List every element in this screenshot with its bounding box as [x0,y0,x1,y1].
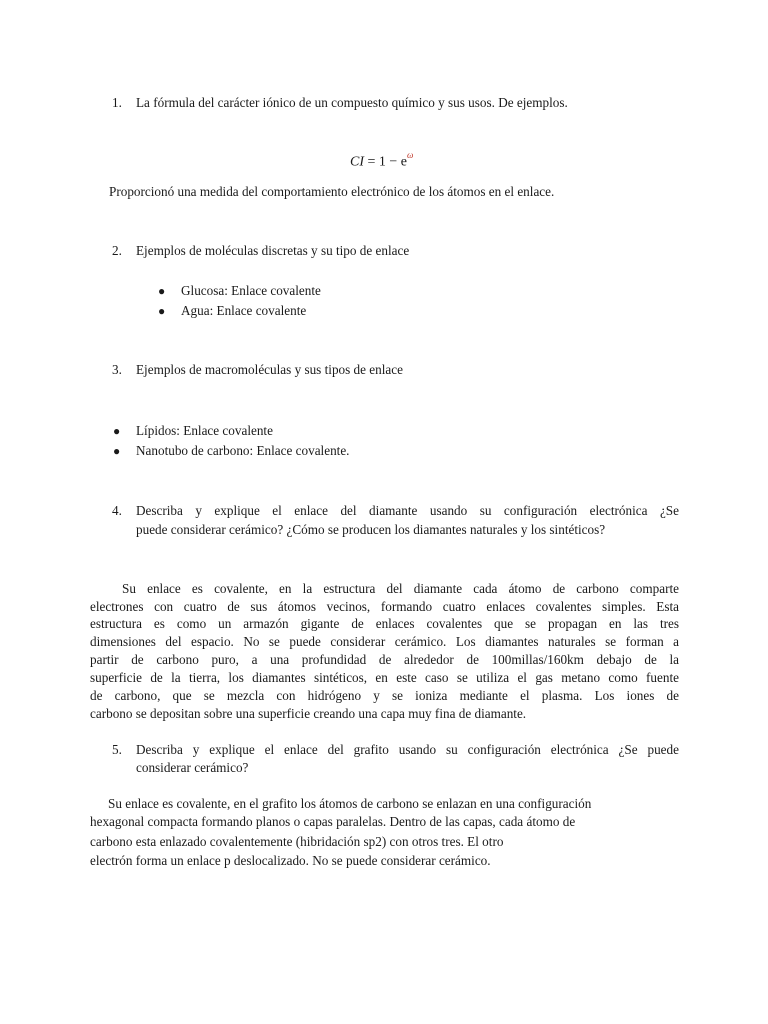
answer-line: Su enlace es covalente, en la estructura del diamante cada átomo de carbono comparte [122,581,679,596]
question-number: 3. [112,362,122,377]
answer-1: Proporcionó una medida del comportamiento electrónico de los átomos en el enlace. [109,184,555,199]
bullet-icon: ● [113,444,121,458]
question-text: Ejemplos de moléculas discretas y su tipo de enlace [136,243,410,258]
answer-line: Su enlace es covalente, en el grafito los átomos de carbono se enlazan en una configuración [108,796,592,811]
formula-rhs: = 1 − e [364,154,408,170]
bullet-icon: ● [158,304,166,318]
question-text: La fórmula del carácter iónico de un compuesto químico y sus usos. De ejemplos. [136,95,568,110]
formula-lhs: CI [350,154,364,170]
question-number: 2. [112,243,122,258]
list-item-text: Nanotubo de carbono: Enlace covalente. [136,443,350,458]
question-number: 1. [112,95,122,110]
answer-line: carbono esta enlazado covalentemente (hibridación sp2) con otros tres. El otro [90,834,504,849]
question-number: 4. [112,503,122,518]
formula-exponent: ω [407,150,414,160]
answer-line: de carbono, que se mezcla con hidrógeno y se ioniza mediante el plasma. Los iones de [90,688,679,703]
answer-line: electrones con cuatro de sus átomos vecinos, formando cuatro enlaces covalentes simples. Esta [90,599,679,614]
answer-line: hexagonal compacta formando planos o capas paralelas. Dentro de las capas, cada átomo de [90,814,576,829]
answer-line: superficie de la tierra, los diamantes sintéticos, en este caso se utiliza el gas metano como fuente [90,670,679,685]
question-text-line: considerar cerámico? [136,760,249,775]
bullet-icon: ● [113,424,121,438]
answer-line: carbono se depositan sobre una superficie creando una capa muy fina de diamante. [90,706,527,721]
list-item-text: Lípidos: Enlace covalente [136,423,273,438]
answer-line: estructura es como un armazón gigante de enlaces covalentes que se propagan en las tres [90,616,679,631]
answer-line: dimensiones del espacio. No se puede considerar cerámico. Los diamantes naturales se forman a [90,634,679,649]
list-item-text: Agua: Enlace covalente [181,303,307,318]
question-number: 5. [112,742,122,757]
answer-line: partir de carbono puro, a una profundidad de alrededor de 100millas/160km debajo de la [90,652,679,667]
list-item-text: Glucosa: Enlace covalente [181,283,321,298]
question-text-line: Describa y explique el enlace del diamante usando su configuración electrónica ¿Se [136,503,679,518]
answer-line: electrón forma un enlace p deslocalizado. No se puede considerar cerámico. [90,853,491,868]
question-text: Ejemplos de macromoléculas y sus tipos de enlace [136,362,403,377]
question-text-line: puede considerar cerámico? ¿Cómo se producen los diamantes naturales y los sintéticos? [136,522,606,537]
ionic-character-formula [350,152,413,171]
question-text-line: Describa y explique el enlace del grafito usando su configuración electrónica ¿Se puede [136,742,679,757]
bullet-icon: ● [158,284,166,298]
